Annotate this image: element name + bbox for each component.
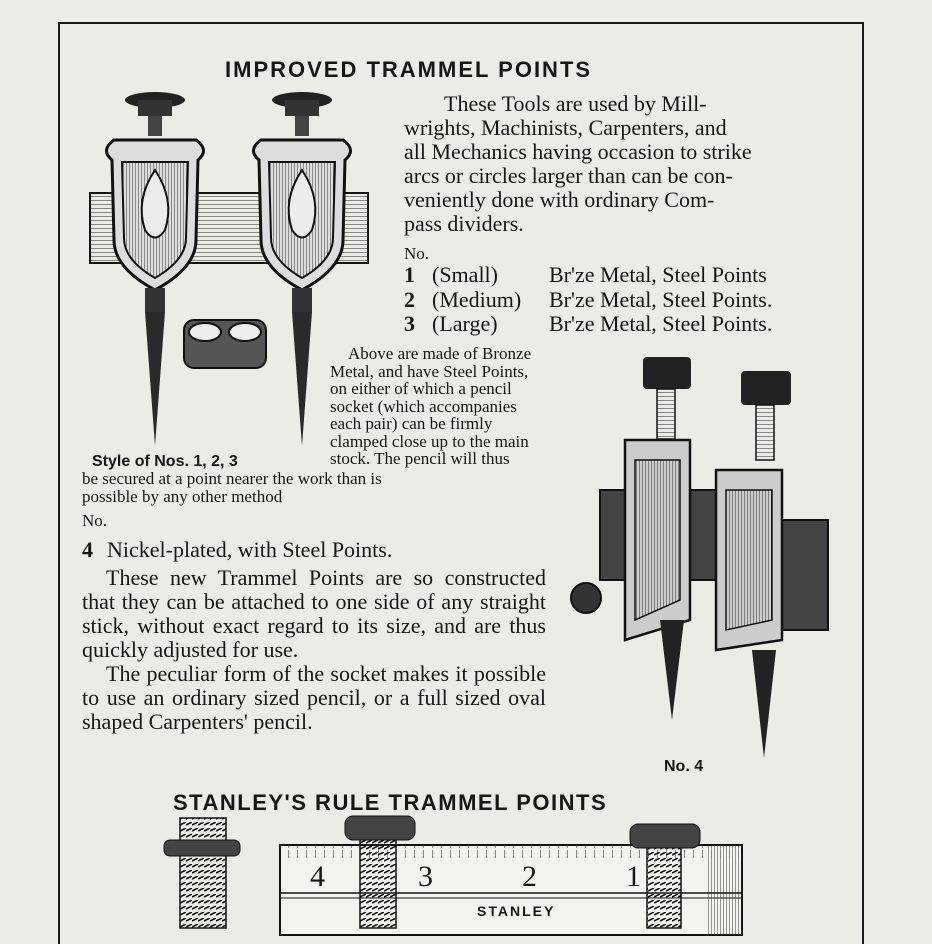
table-header: No.: [404, 244, 430, 263]
item-desc: Br'ze Metal, Steel Points: [549, 262, 767, 287]
item-size: (Medium): [432, 286, 522, 312]
rule-number: 4: [310, 860, 325, 893]
item-desc: Br'ze Metal, Steel Points.: [549, 311, 773, 336]
note-line: possible by any other method: [82, 486, 283, 506]
note-line: Metal, and have Steel Points,: [330, 361, 529, 381]
rule-brand: STANLEY: [477, 903, 556, 919]
note-line: on either of which a pencil: [330, 379, 512, 398]
note-line: Above are made of Bronze: [348, 344, 532, 363]
paragraph: The peculiar form of the socket makes it possible to use an ordinary sized pencil, or a full sized oval shaped Carpenters' pencil.: [82, 661, 546, 734]
item-number: 1: [404, 262, 415, 287]
note-line: be secured at a point nearer the work than is: [82, 469, 382, 488]
note-line: stock. The pencil will thus: [330, 449, 510, 468]
rule-number: 3: [418, 860, 433, 893]
item-number: 2: [404, 286, 415, 312]
item-number: 3: [404, 311, 415, 336]
item-size: (Large): [432, 311, 498, 336]
item-size: (Small): [432, 262, 498, 287]
item-number: 4: [82, 537, 93, 562]
intro-line: wrights, Machinists, Carpenters, and: [404, 115, 727, 140]
section-heading: IMPROVED TRAMMEL POINTS: [225, 57, 593, 82]
note-line: each pair) can be firmly: [330, 414, 493, 433]
intro-line: arcs or circles larger than can be con-: [404, 163, 733, 188]
item4-header: No.: [82, 511, 108, 530]
item-desc: Br'ze Metal, Steel Points.: [549, 286, 773, 312]
intro-line: These Tools are used by Mill-: [444, 91, 707, 116]
section-heading-2: STANLEY'S RULE TRAMMEL POINTS: [173, 790, 608, 815]
item-desc: Nickel-plated, with Steel Points.: [107, 537, 393, 562]
caption-no4: No. 4: [664, 758, 704, 775]
note-line: clamped close up to the main: [330, 431, 529, 451]
intro-line: pass dividers.: [404, 211, 524, 236]
note-line: socket (which accompanies: [330, 396, 517, 416]
intro-line: veniently done with ordinary Com-: [404, 187, 715, 212]
rule-number: 1: [626, 860, 641, 893]
rule-number: 2: [522, 860, 537, 893]
intro-line: all Mechanics having occasion to strike: [404, 139, 752, 164]
paragraph: These new Trammel Points are so constructed that they can be attached to one side of any straight stick, without exact regard to its size, and are thus quickly adjusted for use.: [82, 565, 546, 662]
caption-style: Style of Nos. 1, 2, 3: [92, 453, 238, 470]
